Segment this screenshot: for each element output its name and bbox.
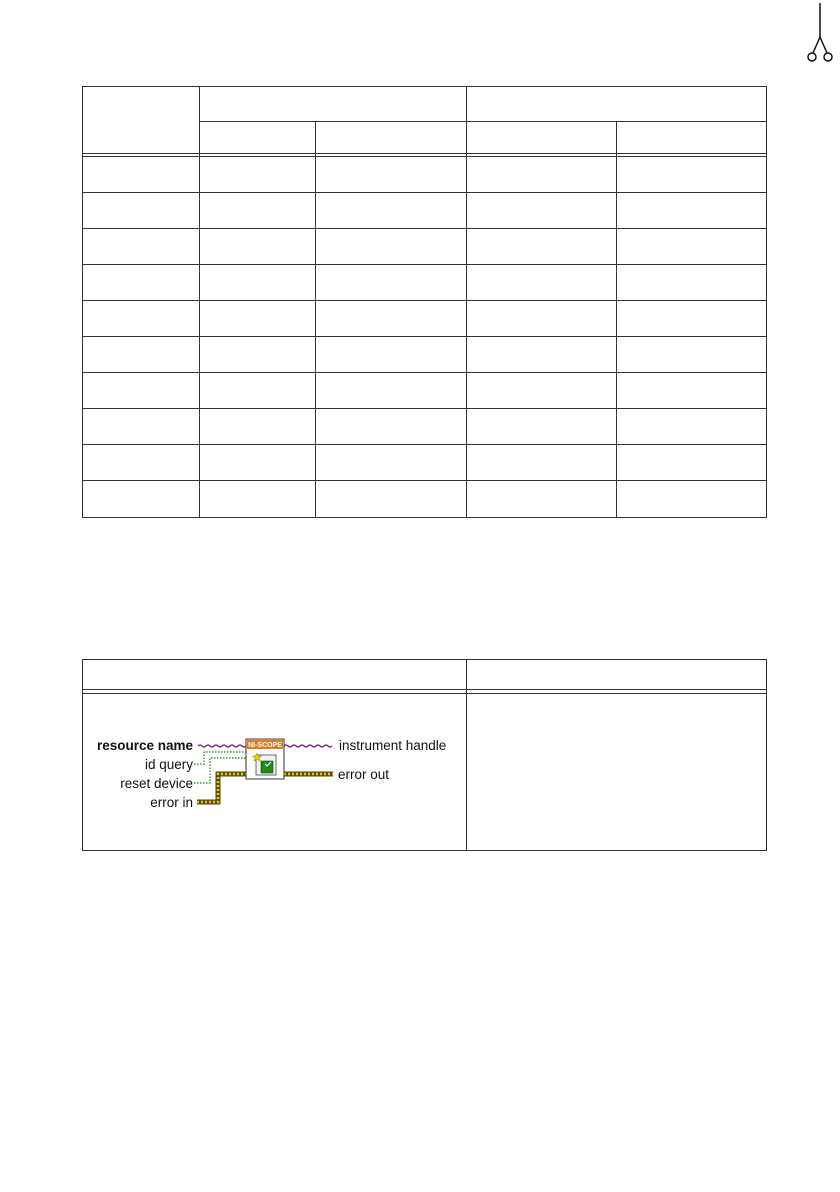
error-out-label: error out (338, 767, 390, 782)
resource-name-wire (198, 745, 250, 747)
attribute-table (82, 86, 767, 518)
error-in-wire-edge (197, 774, 247, 802)
id-query-label: id query (144, 757, 193, 772)
table-header-bottom (83, 693, 766, 694)
table-header-bottom (83, 156, 766, 157)
table-row-divider (83, 264, 766, 265)
table-row-divider (83, 300, 766, 301)
svg-text:NI-SCOPE: NI-SCOPE (248, 742, 282, 749)
reset-device-label: reset device (120, 776, 193, 791)
error-in-label: error in (150, 795, 193, 810)
ni-scope-init-icon (246, 739, 284, 779)
table-row-divider (83, 372, 766, 373)
scissors-icon (805, 3, 835, 63)
vi-connector-pane (90, 733, 460, 823)
table-row-divider (83, 444, 766, 445)
table-row-divider (83, 480, 766, 481)
table-header-divider (199, 121, 766, 122)
instrument-handle-wire (284, 745, 332, 747)
instrument-handle-label: instrument handle (339, 738, 447, 753)
table-column-divider (616, 122, 617, 517)
table-header-bottom (83, 689, 766, 690)
table-header-bottom (83, 153, 766, 154)
table-row-divider (83, 336, 766, 337)
table-row-divider (83, 228, 766, 229)
table-row-divider (83, 408, 766, 409)
table-column-divider (315, 122, 316, 517)
table-column-divider (199, 87, 200, 517)
table-column-divider (466, 87, 467, 517)
table-row-divider (83, 192, 766, 193)
resource-name-label: resource name (96, 738, 193, 753)
error-in-wire (197, 774, 247, 802)
